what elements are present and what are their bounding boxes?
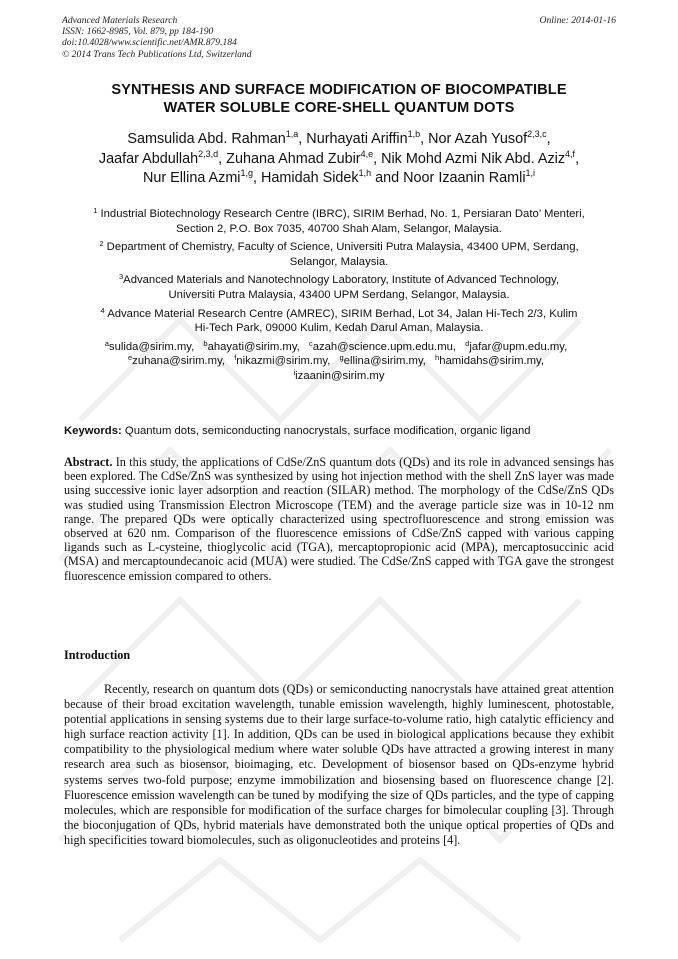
author-separator: , [546,131,551,147]
issn-line: ISSN: 1662-8985, Vol. 879, pp 184-190 [62,26,214,38]
affiliation-text: Department of Chemistry, Faculty of Science, Universiti Putra Malaysia, 43400 UPM, Serdang, [106,241,579,254]
author-affiliation-sup: 2,3,c [527,129,547,139]
affiliation-4 [40,307,638,336]
affiliation-text: Advanced Materials and Nanotechnology Laboratory, Institute of Advanced Technology, [123,274,559,287]
keywords-label: Keywords: [64,425,122,437]
author-separator: , [298,131,307,147]
author-name: Nor Azah Yusof [428,131,528,147]
author-separator: , [253,170,262,186]
email-link[interactable]: $^d$jafar@upm.edu.my, [465,338,568,353]
introduction-paragraph: Recently, research on quantum dots (QDs) or semiconducting nanocrystals have attained great attention because of their broad excitation wavelength, tunable emission wavelength, highly luminescent, photostable, potential applications in sensing systems due to their large surface-to-volume ratio, high catalytic efficiency and high surface reaction activity [1]. In addition, QDs can be used in biological applications because they exhibit compatibility to the physiological medium where water soluble QDs have attracted a growing interest in many research area such as biosensor, bioimaging, etc. Development of biosensor based on QDs-enzyme hybrid systems serves two-fold purpose; enzyme immobilization and biosensing based on fluorescence change [2]. Fluorescence emission wavelength can be tuned by modifying the size of QDs particles, and the type of capping molecules, which are responsible for modification of the surface charges for bimolecular coupling [3]. Through the bioconjugation of QDs, hybrid materials have demonstrated both the unique optical properties of QDs and high specificities toward biomolecules, such as oligonucleotides and proteins [4]. [64,682,614,847]
email-link[interactable]: $^a$sulida@sirim.my, [104,338,195,353]
author-affiliation-sup: 1,b [407,129,421,139]
author-name: Nik Mohd Azmi Nik Abd. Aziz [381,150,566,167]
email-link[interactable]: $^h$hamidahs@sirim.my, [435,353,544,368]
email-link[interactable]: $^c$azah@science.upm.edu.mu, [308,338,457,353]
keywords [64,425,618,437]
author-affiliation-sup: 4,e [360,148,374,159]
journal-header [62,15,616,60]
author-separator: and [371,170,404,186]
author-line-1 [40,130,638,150]
email-line-2 [40,354,638,369]
email-link[interactable]: $^i$izaanin@sirim.my [293,367,385,382]
email-line-1 [40,340,638,355]
copyright-line: © 2014 Trans Tech Publications Ltd, Switzerland [62,48,252,60]
section-heading-introduction: Introduction [64,648,131,662]
abstract-text: In this study, the applications of CdSe/ZnS quantum dots (QDs) and its role in advanced sensings has been explored. The CdSe/ZnS was synthesized by using hot injection method with the shell ZnS layer was made using successive ionic layer adsorption and reaction (SILAR) method. The morphology of the CdSe/ZnS QDs was studied using Transmission Electron Microscope (TEM) and the average particle size was in 10-12 nm range. The prepared QDs were optically characterized using spectrofluorescence and strong emission was observed at 620 nm. Comparison of the fluorescence emissions of CdSe/ZnS capped with various capping ligands such as L-cysteine, thioglycolic acid (TGA), mercaptopropionic acid (MPA), mercaptosuccinic acid (MSA) and mercaptoundecanoic acid (MUA) were studied. The CdSe/ZnS capped with TGA gave the strongest fluorescence emission compared to others. [64,455,614,583]
author-name: Hamidah Sidek [261,170,359,186]
author-name: Zuhana Ahmad Zubir [226,150,361,167]
author-affiliation-sup: 4,f [565,148,576,159]
affiliation-text: Advance Material Research Centre (AMREC), SIRIM Berhad, Lot 34, Jalan Hi-Tech 2/3, Kulim [107,307,578,320]
author-line-2 [40,150,638,170]
author-affiliation-sup: 1,a [285,129,299,139]
email-link[interactable]: $^b$ahayati@sirim.my, [203,338,300,353]
affiliation-text: Industrial Biotechnology Research Centre (IBRC), SIRIM Berhad, No. 1, Persiaran Dato’ Menteri, [100,208,585,220]
author-affiliation-sup: 1,g [240,168,254,178]
title-line-1: SYNTHESIS AND SURFACE MODIFICATION OF BIOCOMPATIBLE [111,82,567,98]
author-line-3 [40,169,638,189]
journal-name: Advanced Materials Research [62,15,178,26]
author-name: Jaafar Abdullah [98,150,199,167]
affiliation-number: 3 [118,272,124,282]
affiliation-text: Hi-Tech Park, 09000 Kulim, Kedah Darul Aman, Malaysia. [194,322,484,335]
affiliation-3 [40,273,638,302]
author-name: Samsulida Abd. Rahman [127,131,286,147]
affiliation-number: 4 [100,305,105,315]
email-link[interactable]: $^e$zuhana@sirim.my, [128,353,226,368]
author-affiliation-sup: 1,h [358,168,372,178]
author-separator: , [218,150,227,167]
author-affiliation-sup: 2,3,d [198,148,219,159]
affiliations [40,207,638,384]
author-separator: , [420,131,429,147]
author-separator: , [373,150,382,167]
author-list [40,130,638,189]
doi-line: doi:10.4028/www.scientific.net/AMR.879.184 [62,37,237,49]
keywords-text: Quantum dots, semiconducting nanocrystals, surface modification, organic ligand [121,425,531,437]
affiliation-text: Universiti Putra Malaysia, 43400 UPM Serdang, Selangor, Malaysia. [168,288,510,301]
author-separator: , [575,150,580,167]
affiliation-1 [40,207,638,236]
online-date: Online: 2014-01-16 [539,15,616,26]
paper-title [40,81,638,117]
email-link[interactable]: $^g$ellina@sirim.my, [339,353,426,368]
title-line-2: WATER SOLUBLE CORE-SHELL QUANTUM DOTS [163,100,515,116]
affiliation-text: Selangor, Malaysia. [289,255,389,268]
author-name: Nur Ellina Azmi [142,170,241,186]
email-link[interactable]: $^f$nikazmi@sirim.my, [234,353,331,368]
email-list [40,340,638,384]
author-affiliation-sup: 1,i [525,168,536,178]
abstract-label: Abstract. [64,455,113,469]
affiliation-number: 2 [99,239,104,249]
affiliation-2 [40,240,638,269]
affiliation-text: Section 2, P.O. Box 7035, 40700 Shah Alam, Selangor, Malaysia. [176,222,502,235]
author-name: Nurhayati Ariffin [306,131,408,147]
affiliation-number: 1 [93,206,98,215]
email-line-3 [40,369,638,384]
author-name: Noor Izaanin Ramli [403,170,526,186]
abstract [64,455,614,583]
